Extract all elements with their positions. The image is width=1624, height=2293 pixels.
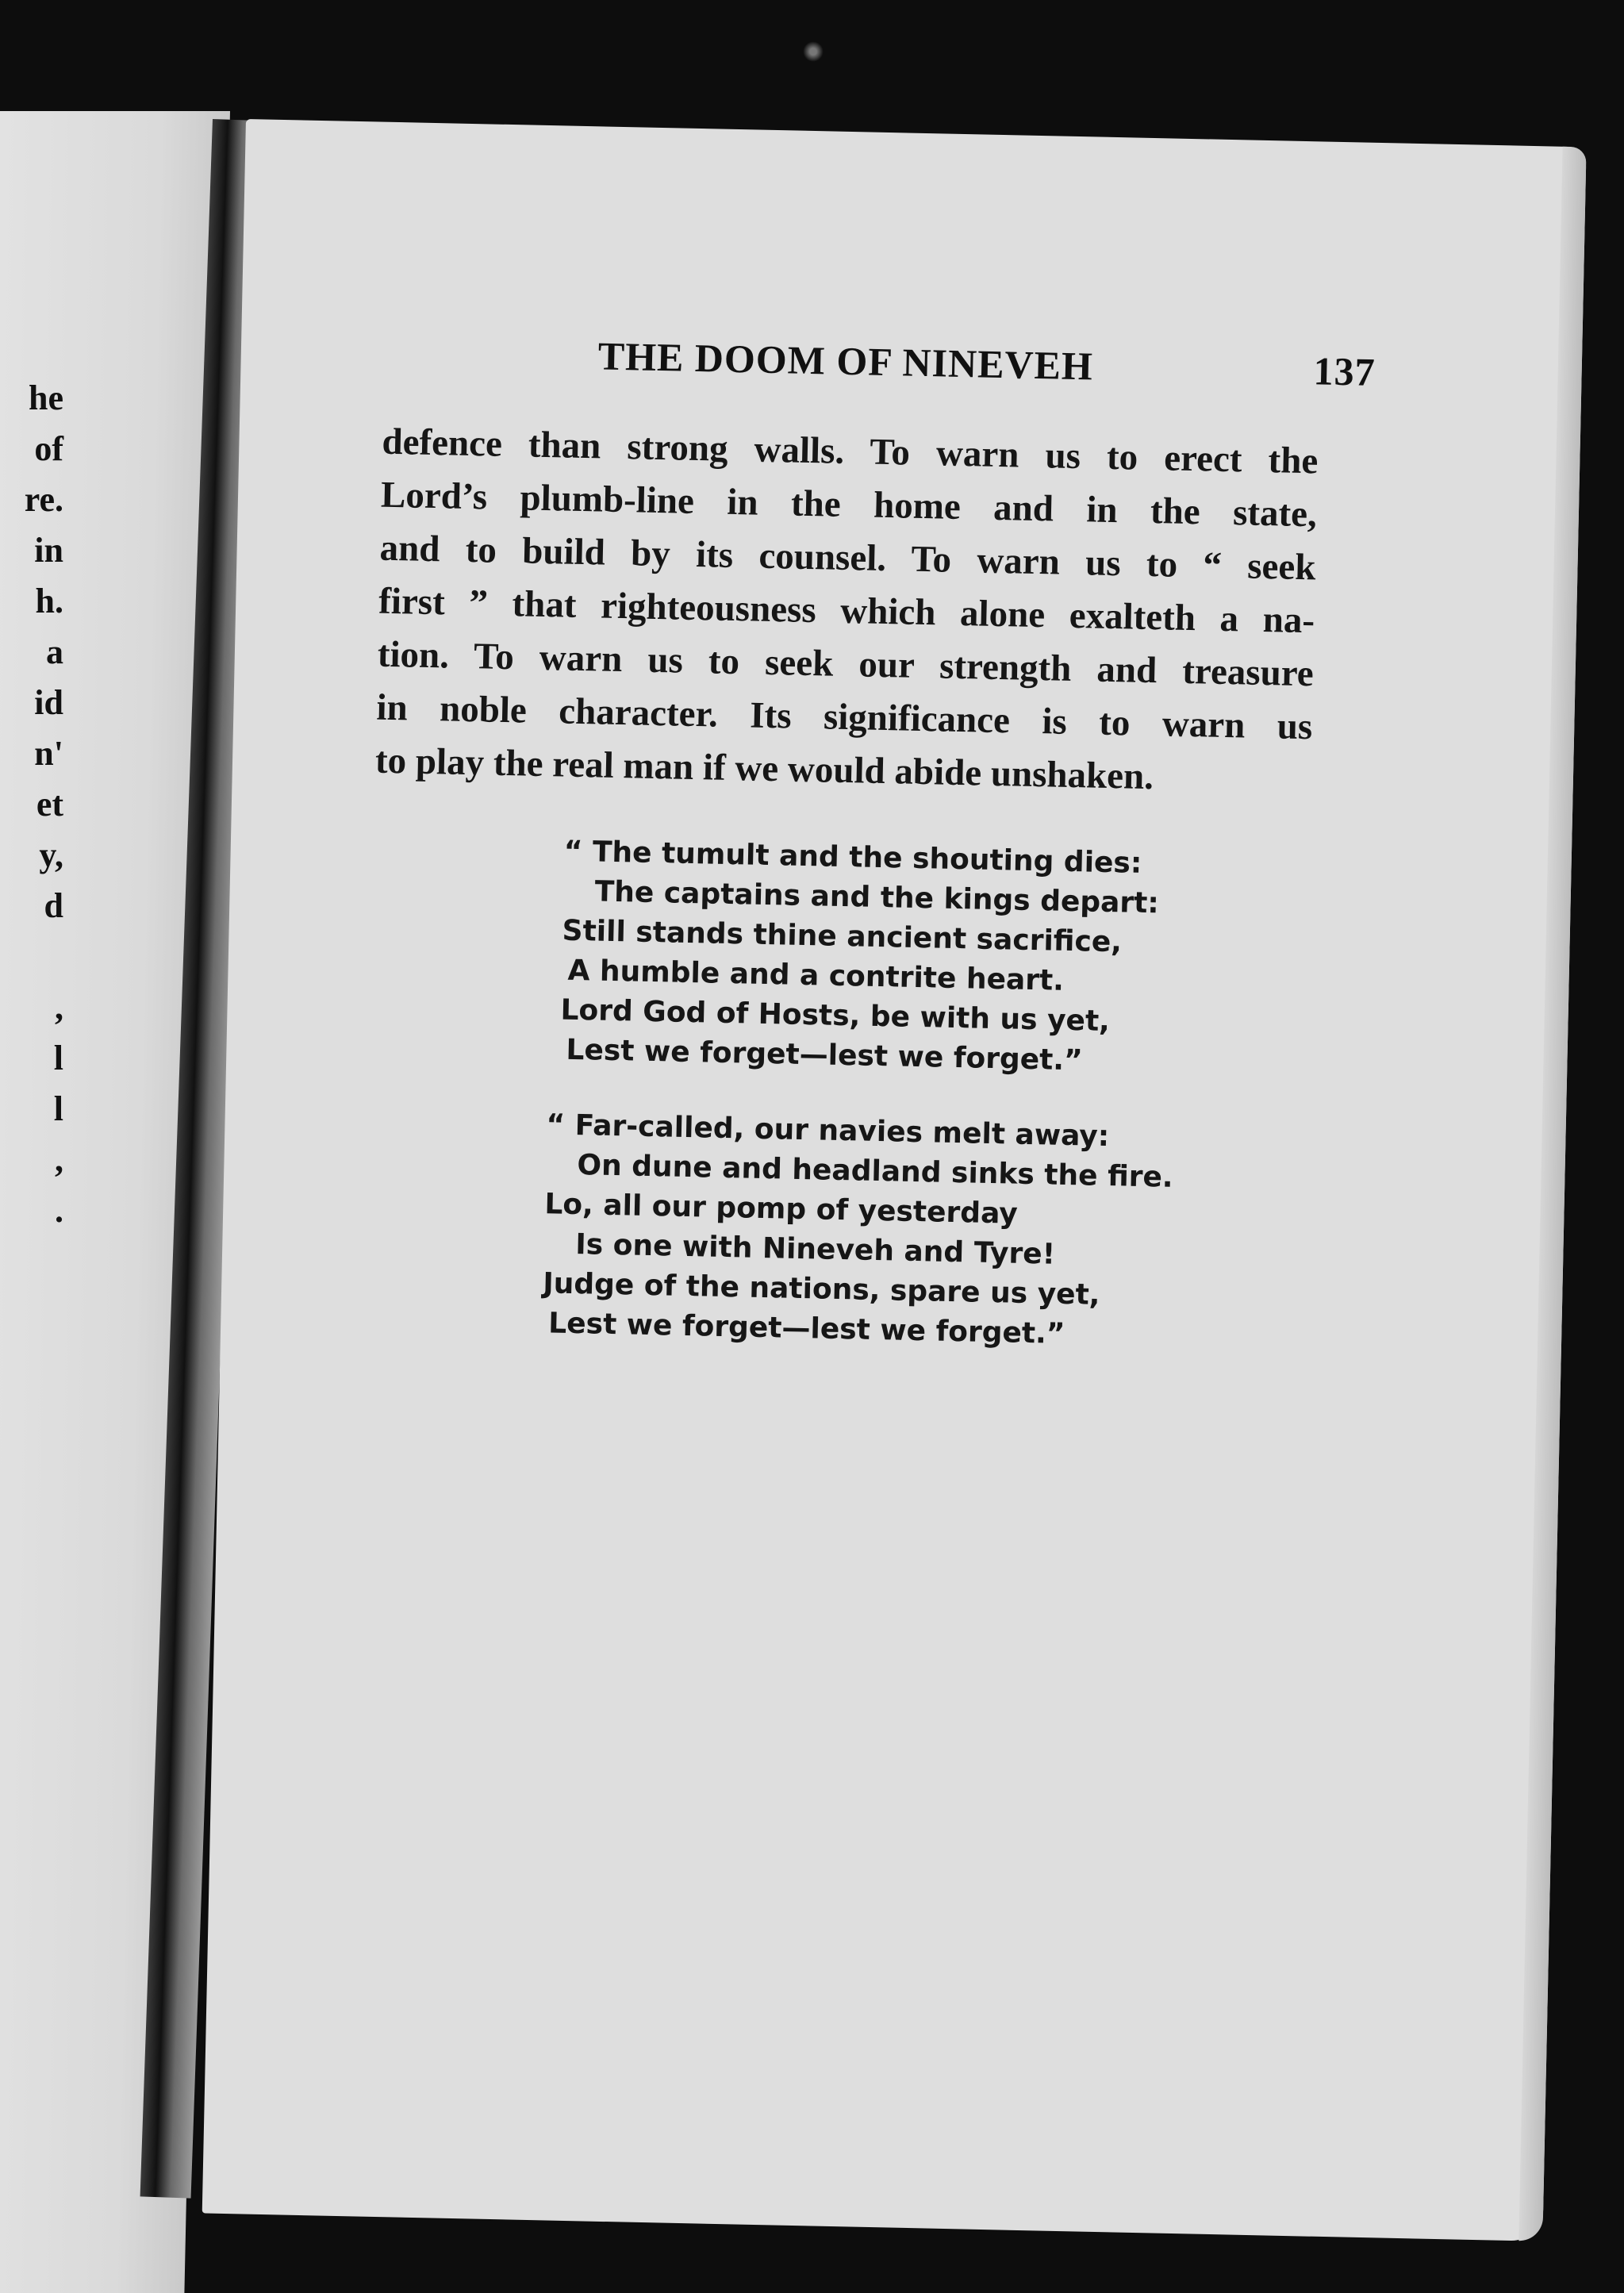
verse-line: Still stands thine ancient sacrifice, [562,914,1123,959]
paragraph-line: first ” that righteousness which alone exalteth a na- [378,580,1315,642]
paragraph-line: in noble character. Its significance is to warn us [375,686,1313,748]
right-page [202,119,1587,2241]
paragraph-line: and to build by its counsel. To warn us to “ seek [379,527,1317,589]
left-fragment: in [34,531,63,570]
left-fragment: id [34,683,63,722]
poem-stanza-2 [542,1105,1174,1357]
left-fragment: . [55,1191,63,1230]
left-fragment: n' [34,734,63,773]
paragraph-line: to play the real man if we would abide unshaken. [374,739,1154,798]
left-fragment: a [46,632,63,671]
left-fragment: he [29,378,63,417]
paragraph-line: defence than strong walls. To warn us to erect the [381,421,1319,482]
page-number: 137 [1313,348,1376,394]
verse-line: On dune and headland sinks the fire. [577,1149,1174,1194]
verse-line: “ Far-called, our navies melt away: [546,1108,1110,1154]
page-edge [1518,147,1586,2241]
left-fragment: y, [39,835,63,874]
running-head [582,332,1376,395]
left-fragment: et [36,785,63,824]
left-fragment: re. [24,480,63,519]
verse-line: “ The tumult and the shouting dies: [563,835,1142,880]
left-fragment: h. [35,582,63,620]
verse-line: Lest we forget—lest we forget.” [566,1033,1084,1077]
verse-line: Lest we forget—lest we forget.” [547,1307,1065,1350]
verse-line: Lord God of Hosts, be with us yet, [560,993,1111,1039]
poem-stanza-1 [559,832,1160,1083]
left-fragment: l [53,1089,63,1128]
dust-speck [801,40,825,63]
verse-line: Judge of the nations, spare us yet, [542,1267,1100,1312]
paragraph-line: Lord’s plumb-line in the home and in the state, [380,474,1318,536]
verse-line: The captains and the kings depart: [594,875,1160,920]
paragraph-line: tion. To warn us to seek our strength and treasure [377,633,1315,695]
chapter-title: THE DOOM OF NINEVEH [597,333,1094,389]
left-fragment: d [44,886,63,925]
left-fragment: , [55,1140,63,1179]
verse-line: A humble and a contrite heart. [567,954,1065,997]
left-fragment: of [34,429,63,468]
left-fragment: , [55,988,63,1027]
left-fragment: l [53,1039,63,1077]
body-paragraph [374,416,1319,808]
left-page-text-fragments [0,373,63,1236]
verse-line: Is one with Nineveh and Tyre! [574,1228,1056,1271]
verse-line: Lo, all our pomp of yesterday [544,1188,1019,1231]
left-fragment [0,931,63,982]
